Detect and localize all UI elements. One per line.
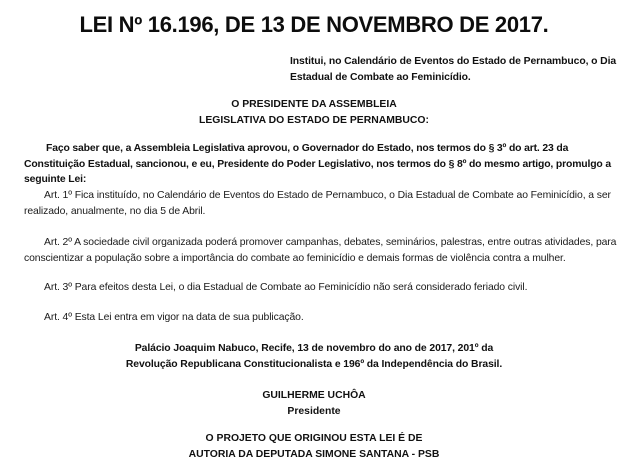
place-and-date	[0, 341, 628, 372]
law-summary	[290, 54, 620, 86]
law-summary-line-1: Institui, no Calendário de Eventos do Estado de Pernambuco, o Dia	[290, 56, 617, 67]
signatory-name: GUILHERME UCHÔA	[262, 390, 366, 401]
authorship-note	[0, 431, 628, 462]
preamble-paragraph: Faço saber que, a Assembleia Legislativa aprovou, o Governador do Estado, nos termos do § 3º do art. 23 da Constituição Estadual, sancionou, e eu, Presidente do Poder Legislativo, nos termos do § 8º do mesmo artigo, promulgo a seguinte Lei:	[24, 143, 611, 185]
law-summary-line-2: Estadual de Combate ao Feminicídio.	[290, 72, 471, 83]
president-heading-line-2: LEGISLATIVA DO ESTADO DE PERNAMBUCO:	[199, 115, 429, 126]
law-title: LEI Nº 16.196, DE 13 DE NOVEMBRO DE 2017.	[79, 12, 549, 37]
president-heading	[0, 97, 628, 129]
article-1: Art. 1º Fica instituído, no Calendário de Eventos do Estado de Pernambuco, o Dia Estadual de Combate ao Feminicídio, a ser realizado, anualmente, no dia 5 de Abril.	[24, 190, 611, 217]
place-and-date-line-2: Revolução Republicana Constitucionalista e 196º da Independência do Brasil.	[125, 358, 503, 370]
article-3: Art. 3º Para efeitos desta Lei, o dia Estadual de Combate ao Feminicídio não será considerado feriado civil.	[44, 282, 528, 293]
president-heading-line-1: O PRESIDENTE DA ASSEMBLEIA	[231, 99, 397, 110]
authorship-line-1: O PROJETO QUE ORIGINOU ESTA LEI É DE	[205, 433, 423, 444]
place-and-date-line-1: Palácio Joaquim Nabuco, Recife, 13 de novembro do ano de 2017, 201º da	[134, 343, 494, 354]
article-2: Art. 2º A sociedade civil organizada poderá promover campanhas, debates, seminários, palestras, entre outras atividades, para conscientizar a população sobre a importância do combate ao feminicídio e demais formas de violência contra a mulher.	[24, 237, 617, 264]
authorship-line-2: AUTORIA DA DEPUTADA SIMONE SANTANA - PSB	[188, 448, 440, 460]
article-4: Art. 4º Esta Lei entra em vigor na data de sua publicação.	[44, 312, 304, 323]
signature-block	[0, 388, 628, 419]
signatory-role: Presidente	[287, 405, 341, 417]
